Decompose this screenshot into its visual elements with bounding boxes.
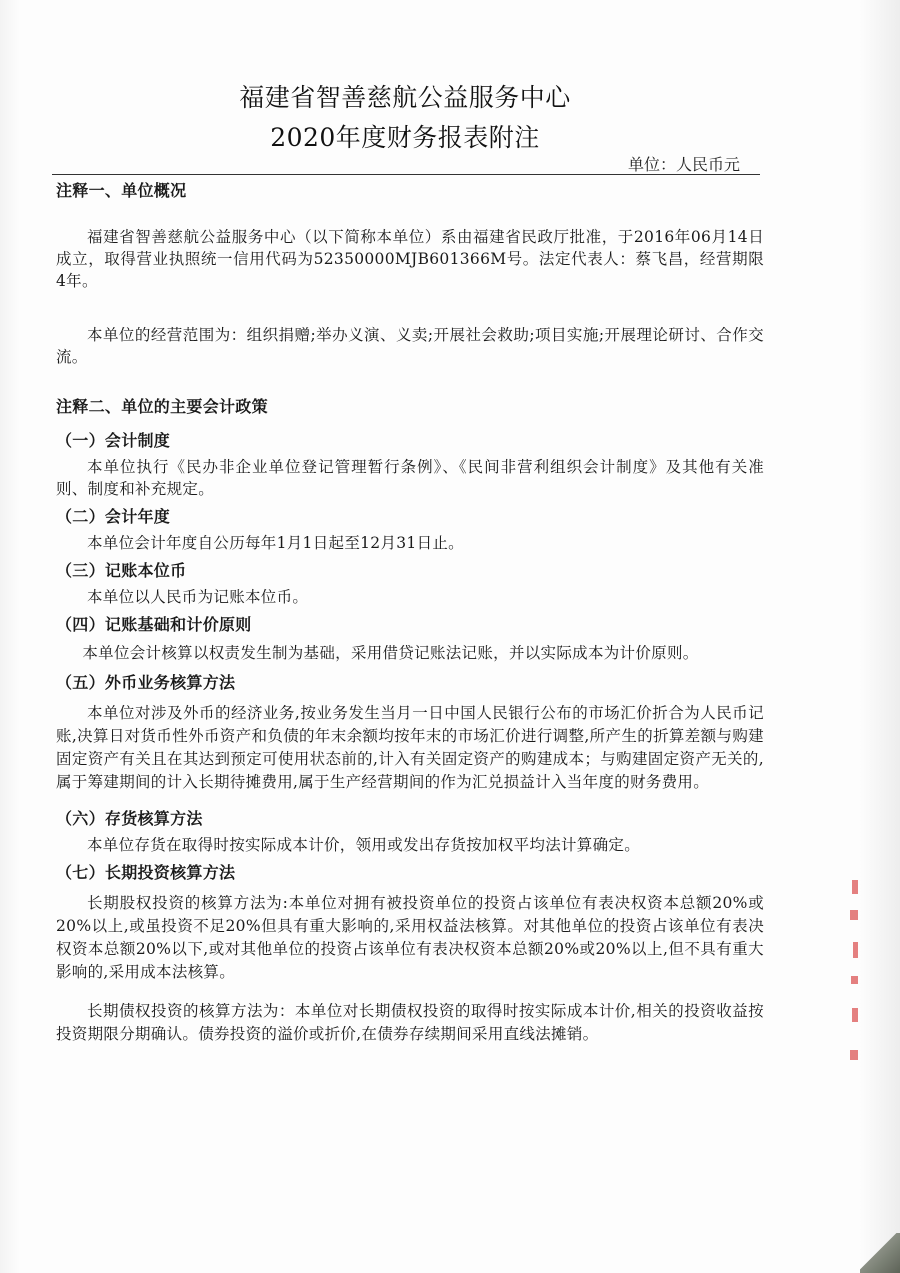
seal-mark	[850, 880, 860, 1070]
section-body: 本单位执行《民办非企业单位登记管理暂行条例》、《民间非营利组织会计制度》及其他有关准则、制度和补充规定。	[56, 458, 764, 498]
section-body: 长期股权投资的核算方法为:本单位对拥有被投资单位的投资占该单位有表决权资本总额20%或20%以上,或虽投资不足20%但具有重大影响的,采用权益法核算。对其他单位的投资占该单位有表决权资本总额20%以下,或对其他单位的投资占该单位有表决权资本总额20%或20%以上,但不具有重大影响的,采用成本法核算。	[56, 894, 764, 981]
currency-unit: 单位：人民币元	[628, 155, 741, 174]
document-body	[56, 180, 764, 1046]
note1-paragraph-overview: 福建省智善慈航公益服务中心（以下简称本单位）系由福建省民政厅批准，于2016年06月14日成立，取得营业执照统一信用代码为52350000MJB601366M号。法定代表人：蔡飞昌，经营期限4年。	[56, 228, 764, 290]
section-title: （五）外币业务核算方法	[56, 673, 236, 692]
section-title: （二）会计年度	[56, 507, 171, 526]
section-body: 本单位会计年度自公历每年1月1日起至12月31日止。	[87, 534, 464, 552]
section-body: 本单位以人民币为记账本位币。	[87, 588, 309, 606]
document-subtitle: 2020年度财务报表附注	[270, 123, 540, 152]
document-title: 福建省智善慈航公益服务中心	[239, 83, 571, 112]
section-title: （一）会计制度	[56, 431, 171, 450]
section-title: （四）记账基础和计价原则	[56, 615, 252, 634]
note1-paragraph-scope: 本单位的经营范围为：组织捐赠;举办义演、义卖;开展社会救助;项目实施;开展理论研讨、合作交流。	[56, 326, 764, 366]
section-body: 本单位存货在取得时按实际成本计价，领用或发出存货按加权平均法计算确定。	[87, 836, 641, 854]
note1-heading: 注释一、单位概况	[56, 181, 187, 200]
page-corner-fold	[860, 1233, 900, 1273]
header-divider	[52, 174, 760, 175]
note2-heading: 注释二、单位的主要会计政策	[56, 397, 268, 416]
section-body: 本单位对涉及外币的经济业务,按业务发生当月一日中国人民银行公布的市场汇价折合为人民币记账,决算日对货币性外币资产和负债的年末余额均按年末的市场汇价进行调整,所产生的折算差额与购建固定资产有关且在其达到预定可使用状态前的,计入有关固定资产的购建成本；与购建固定资产无关的,属于筹建期间的计入长期待摊费用,属于生产经营期间的作为汇兑损益计入当年度的财务费用。	[56, 704, 764, 791]
section-body: 本单位会计核算以权责发生制为基础，采用借贷记账法记账，并以实际成本为计价原则。	[82, 644, 699, 662]
section-body-secondary: 长期债权投资的核算方法为：本单位对长期债权投资的取得时按实际成本计价,相关的投资收益按投资期限分期确认。债券投资的溢价或折价,在债券存续期间采用直线法摊销。	[56, 1002, 764, 1043]
section-title: （三）记账本位币	[56, 561, 187, 580]
section-title: （七）长期投资核算方法	[56, 863, 236, 882]
section-title: （六）存货核算方法	[56, 809, 203, 828]
